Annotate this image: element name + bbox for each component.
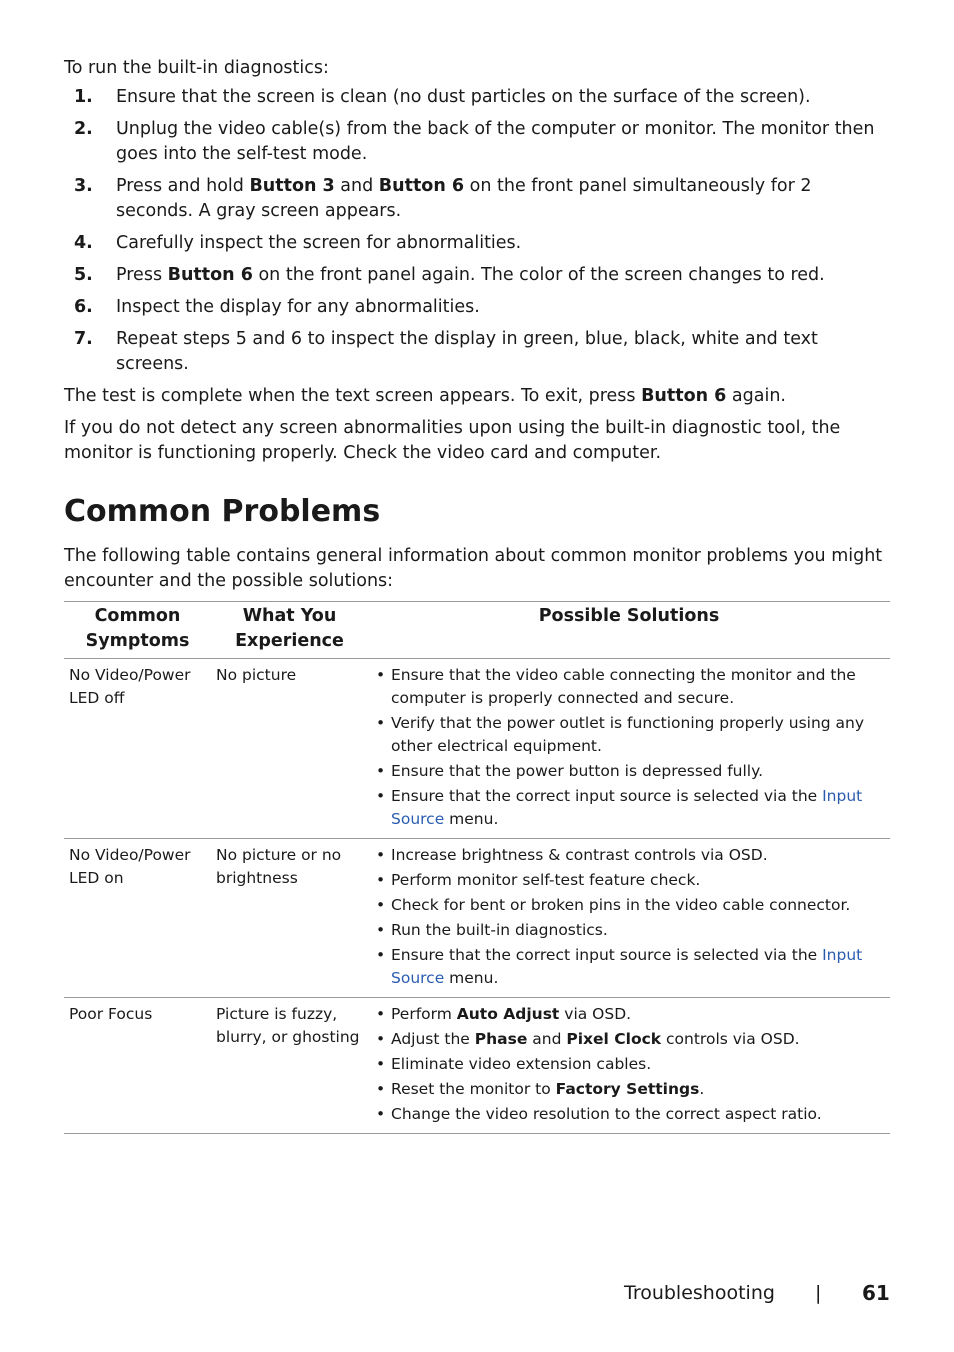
text-run: Ensure that the screen is clean (no dust particles on the surface of the screen). <box>116 87 811 107</box>
solutions-cell <box>368 839 890 998</box>
table-body <box>64 659 890 1134</box>
text-run: Perform monitor self-test feature check. <box>391 871 701 889</box>
step-number: 5. <box>74 265 93 285</box>
step-number: 1. <box>74 87 93 107</box>
solutions-list <box>373 664 886 831</box>
header-what-you-experience: What You Experience <box>235 606 344 651</box>
text-run: on the front panel again. The color of the screen changes to red. <box>252 265 825 285</box>
step-number: 3. <box>74 176 93 196</box>
step-number: 7. <box>74 329 93 349</box>
section-title: Common Problems <box>64 494 381 529</box>
step-text <box>116 265 825 285</box>
solutions-cell <box>368 659 890 839</box>
solution-item <box>373 869 886 892</box>
solution-item <box>373 844 886 867</box>
bold-term: Button 6 <box>167 265 253 285</box>
text-run: via OSD. <box>559 1005 632 1023</box>
step-text <box>116 233 521 253</box>
experience-cell: No picture <box>216 666 297 684</box>
text-run: Verify that the power outlet is functioning properly using any other electrical equipment. <box>391 714 865 755</box>
step-item <box>64 174 890 224</box>
step-text <box>116 119 875 164</box>
solution-item <box>373 1078 886 1101</box>
footer-page-number: 61 <box>862 1281 890 1305</box>
text-run: Ensure that the video cable connecting the monitor and the computer is properly connected and secure. <box>391 666 856 707</box>
bold-term: Button 6 <box>378 176 465 196</box>
step-number: 2. <box>74 119 93 139</box>
text-run: Inspect the display for any abnormalities. <box>116 297 480 317</box>
completion-paragraph <box>64 384 890 409</box>
step-text <box>116 297 480 317</box>
step-item <box>64 295 890 320</box>
symptom-cell: No Video/Power LED on <box>69 846 191 887</box>
text-run: Repeat steps 5 and 6 to inspect the display in green, blue, black, white and text screens. <box>116 329 818 374</box>
text-run: Press and hold <box>116 176 250 196</box>
text-run: Ensure that the correct input source is selected via the <box>391 787 823 805</box>
step-item <box>64 85 890 110</box>
bold-term: Auto Adjust <box>456 1005 560 1023</box>
text-run: and <box>527 1030 567 1048</box>
step-number: 6. <box>74 297 93 317</box>
bold-term: Phase <box>474 1030 528 1048</box>
solution-item <box>373 894 886 917</box>
text-run: The test is complete when the text screen appears. To exit, press <box>64 386 642 406</box>
solutions-cell <box>368 998 890 1134</box>
text-run: again. <box>726 386 786 406</box>
conclusion-paragraph: If you do not detect any screen abnormalities upon using the built-in diagnostic tool, the monitor is functioning properly. Check the video card and computer. <box>64 418 841 463</box>
diagnostics-intro: To run the built-in diagnostics: <box>64 58 329 78</box>
header-possible-solutions: Possible Solutions <box>538 606 720 626</box>
solution-item <box>373 760 886 783</box>
text-run: menu. <box>444 969 499 987</box>
table-intro: The following table contains general information about common monitor problems you might encounter and the possible solutions: <box>64 546 883 591</box>
text-run: Increase brightness & contrast controls via OSD. <box>391 846 768 864</box>
solution-item <box>373 664 886 710</box>
solution-item <box>373 785 886 831</box>
menu-link[interactable]: Input Source <box>391 787 863 828</box>
text-run: Check for bent or broken pins in the video cable connector. <box>391 896 851 914</box>
solution-item <box>373 944 886 990</box>
text-run: menu. <box>444 810 499 828</box>
text-run: controls via OSD. <box>661 1030 800 1048</box>
text-run: Run the built-in diagnostics. <box>391 921 608 939</box>
text-run: and <box>334 176 379 196</box>
solutions-list <box>373 1003 886 1126</box>
text-run: . <box>699 1080 705 1098</box>
text-run: Perform <box>391 1005 457 1023</box>
bold-term: Button 3 <box>249 176 335 196</box>
step-text <box>116 176 811 221</box>
text-run: Press <box>116 265 168 285</box>
table-row <box>64 839 890 998</box>
step-item <box>64 327 890 377</box>
table-row <box>64 659 890 839</box>
text-run: Carefully inspect the screen for abnormalities. <box>116 233 522 253</box>
step-text <box>116 329 818 374</box>
step-item <box>64 231 890 256</box>
common-problems-table <box>64 601 890 1134</box>
solution-item <box>373 1103 886 1126</box>
text-run: Ensure that the correct input source is selected via the <box>391 946 823 964</box>
table-header-row <box>64 602 890 659</box>
solution-item <box>373 1053 886 1076</box>
step-item <box>64 117 890 167</box>
page-footer <box>0 1280 954 1310</box>
text-run: Unplug the video cable(s) from the back of the computer or monitor. The monitor then goes into the self-test mode. <box>116 119 875 164</box>
table-row <box>64 998 890 1134</box>
solution-item <box>373 1003 886 1026</box>
text-run: Eliminate video extension cables. <box>391 1055 652 1073</box>
footer-separator: | <box>815 1282 822 1304</box>
text-run: on the front panel simultaneously for 2 seconds. A gray screen appears. <box>116 176 812 221</box>
solutions-list <box>373 844 886 990</box>
text-run: Ensure that the power button is depressed fully. <box>391 762 763 780</box>
footer-section-name: Troubleshooting <box>624 1282 775 1304</box>
menu-link[interactable]: Input Source <box>391 946 863 987</box>
page-content <box>64 56 890 1134</box>
bold-term: Factory Settings <box>555 1080 700 1098</box>
diagnostic-steps-list <box>64 85 890 377</box>
symptom-cell: Poor Focus <box>69 1005 153 1023</box>
step-item <box>64 263 890 288</box>
experience-cell: Picture is fuzzy, blurry, or ghosting <box>216 1005 360 1046</box>
symptom-cell: No Video/Power LED off <box>69 666 191 707</box>
header-common-symptoms: Common Symptoms <box>85 606 190 651</box>
solution-item <box>373 712 886 758</box>
bold-term: Pixel Clock <box>566 1030 662 1048</box>
bold-term: Button 6 <box>641 386 727 406</box>
solution-item <box>373 919 886 942</box>
step-number: 4. <box>74 233 93 253</box>
experience-cell: No picture or no brightness <box>216 846 342 887</box>
step-text <box>116 87 811 107</box>
solution-item <box>373 1028 886 1051</box>
text-run: Change the video resolution to the correct aspect ratio. <box>391 1105 822 1123</box>
text-run: Adjust the <box>391 1030 475 1048</box>
text-run: Reset the monitor to <box>391 1080 556 1098</box>
